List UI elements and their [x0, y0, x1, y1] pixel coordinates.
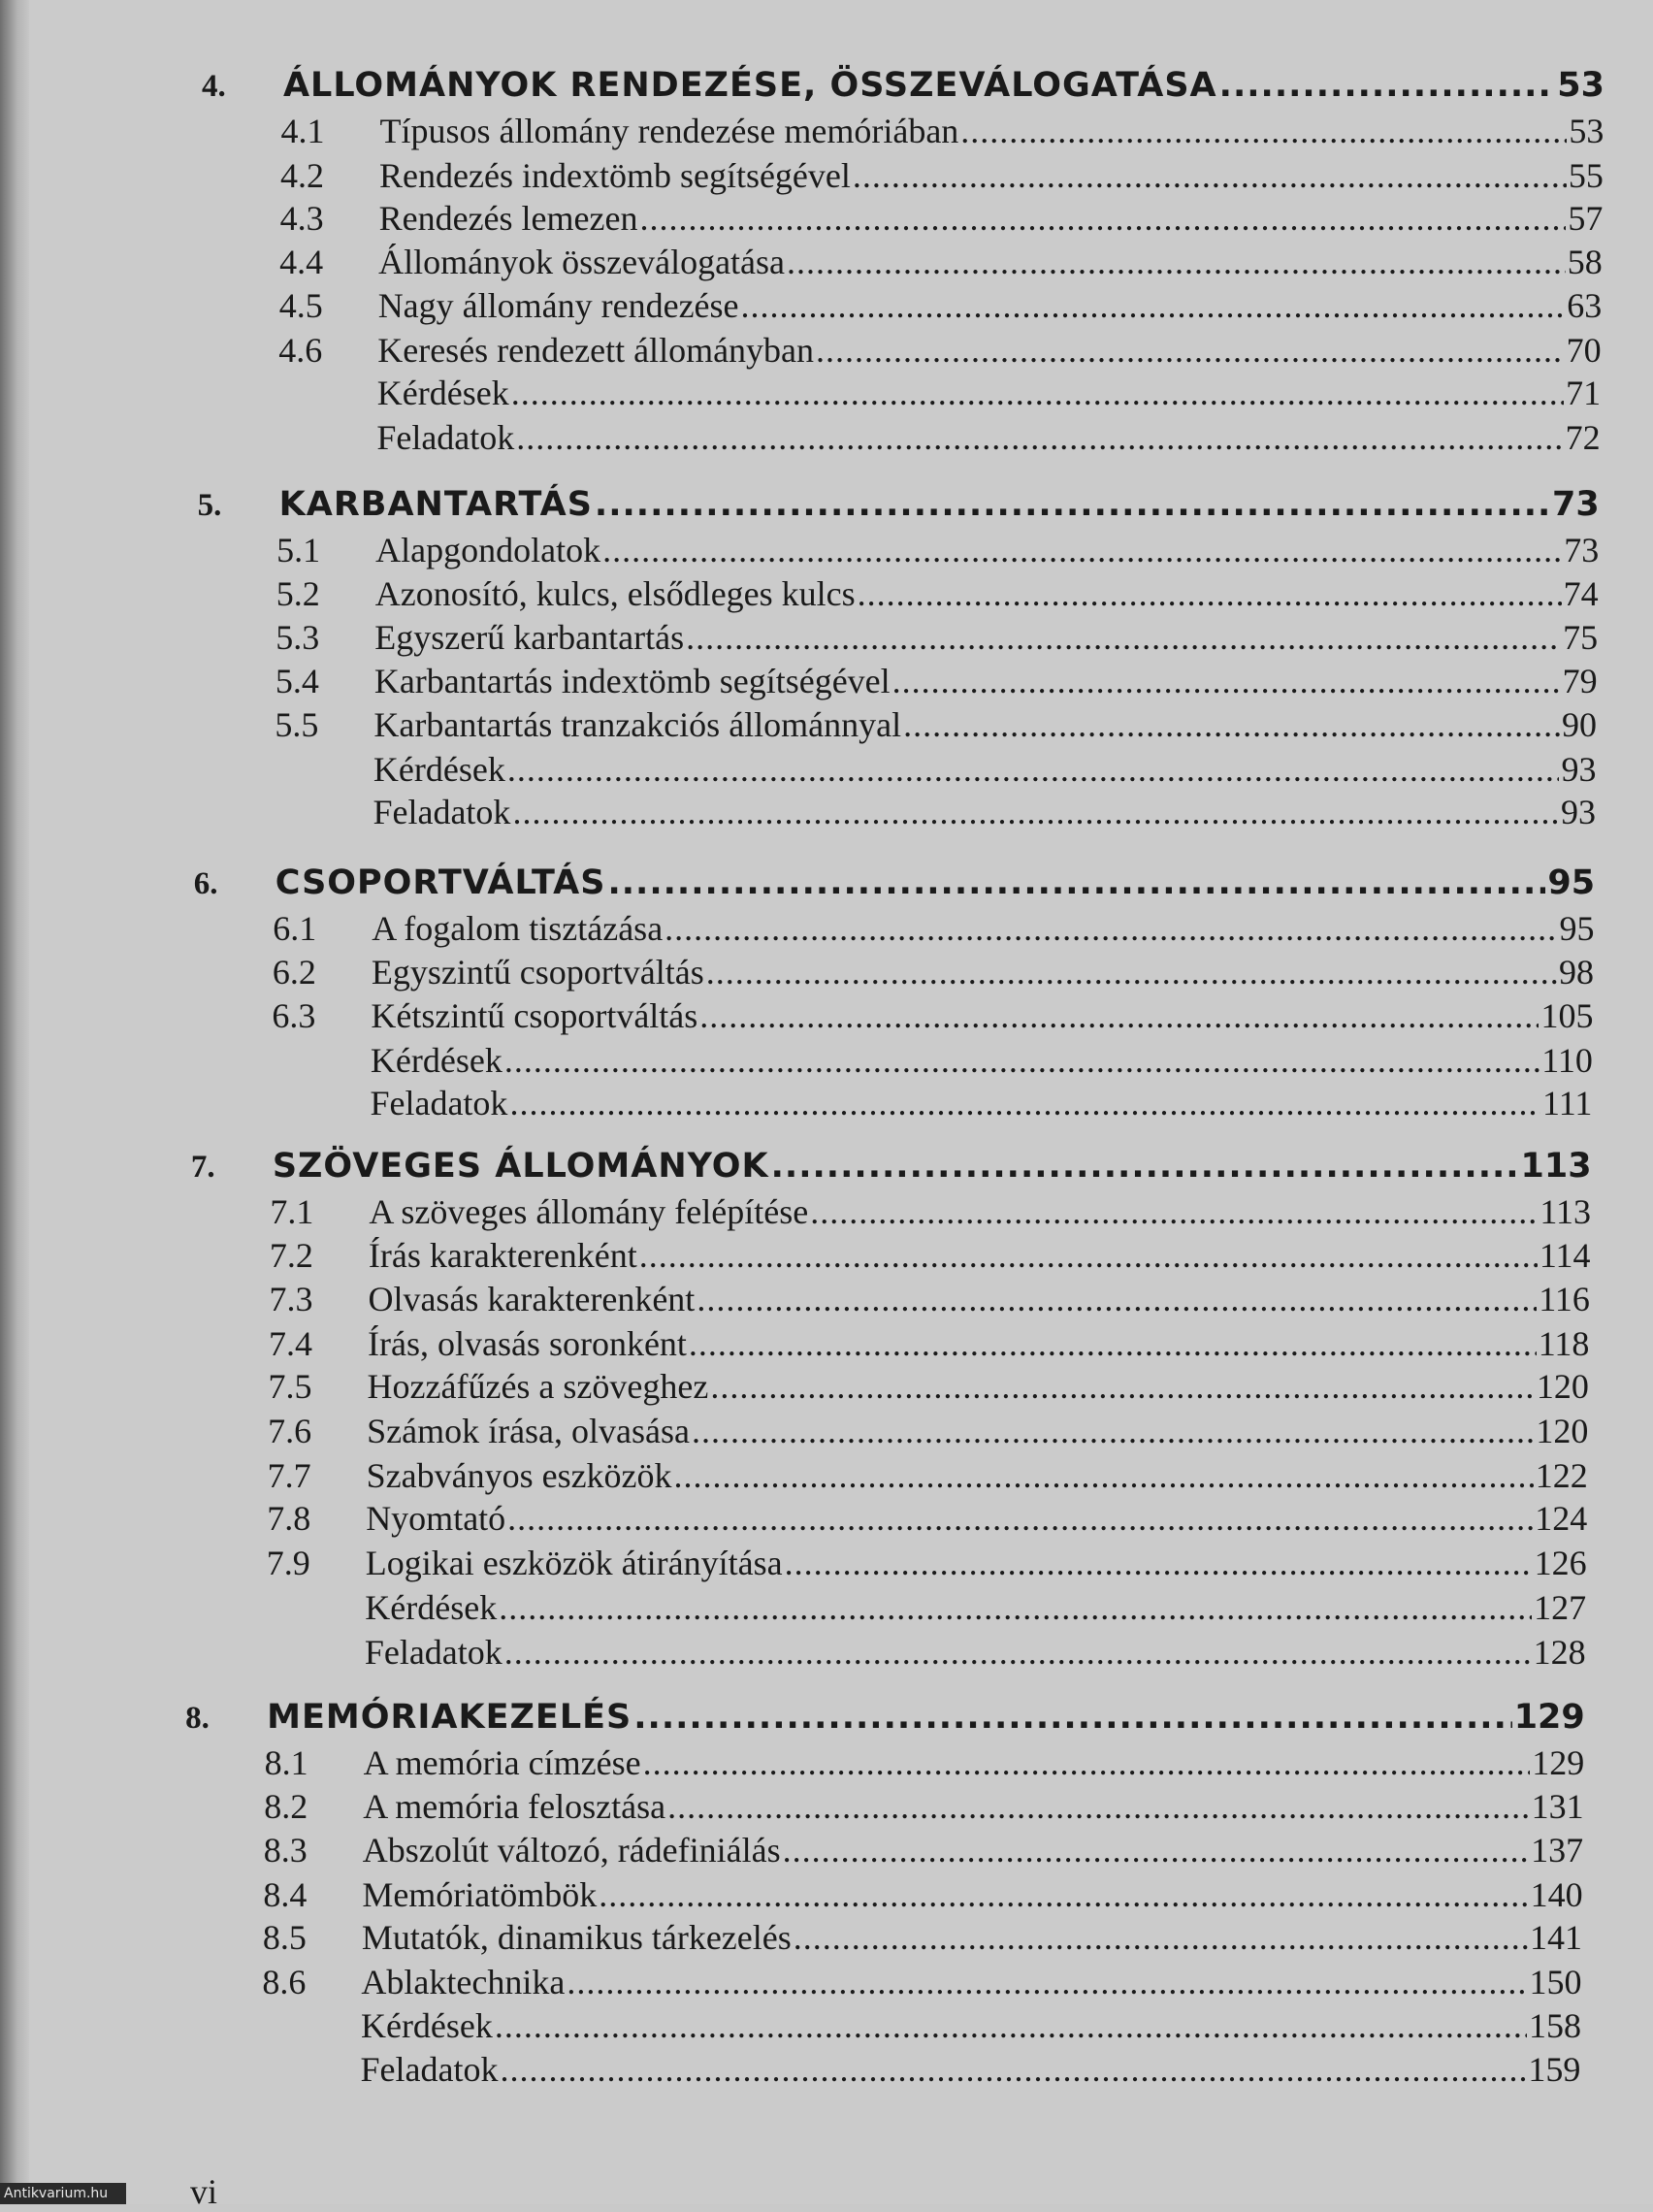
section-number: 4.2 — [280, 156, 325, 195]
section-number: 5.4 — [275, 662, 319, 700]
toc-section-row — [269, 1323, 1589, 1368]
chapter-page-number: 113 — [1520, 1147, 1592, 1186]
section-page-number: 98 — [1558, 953, 1594, 992]
dot-leader — [892, 661, 1561, 701]
dot-leader — [706, 952, 1557, 992]
dot-leader — [639, 1235, 1538, 1276]
section-number: 4.6 — [278, 331, 323, 370]
section-page-number: 127 — [1534, 1588, 1587, 1627]
section-page-number: 122 — [1535, 1456, 1588, 1495]
section-title: A szöveges állomány felépítése — [369, 1192, 809, 1231]
section-title: Azonosító, kulcs, elsődleges kulcs — [374, 574, 856, 613]
section-page-number: 55 — [1568, 156, 1604, 195]
section-number: 5.2 — [276, 574, 320, 613]
section-page-number: 70 — [1566, 331, 1602, 370]
toc-section-row — [276, 661, 1598, 705]
dot-leader — [810, 1191, 1538, 1232]
dot-leader — [599, 1874, 1528, 1915]
dot-leader — [816, 330, 1565, 371]
toc-section-row — [275, 704, 1597, 749]
section-page-number: 120 — [1536, 1367, 1589, 1406]
toc-section-row — [268, 1411, 1588, 1455]
section-page-number: 57 — [1568, 199, 1604, 238]
section-number: 7.4 — [269, 1324, 312, 1363]
toc-chapter-row — [194, 863, 1595, 908]
toc-section-row — [267, 1543, 1587, 1587]
page-number-footer: vi — [190, 2172, 218, 2211]
section-page-number: 140 — [1530, 1875, 1583, 1914]
dot-leader — [787, 242, 1566, 282]
dot-leader — [511, 373, 1564, 413]
dot-leader — [689, 1323, 1537, 1364]
section-page-number: 120 — [1536, 1412, 1589, 1450]
toc-extra-row — [271, 1083, 1592, 1127]
toc-section-row — [276, 573, 1599, 618]
section-title: A fogalom tisztázása — [372, 909, 664, 948]
section-number: 6.1 — [273, 909, 317, 948]
toc-section-row — [265, 1742, 1585, 1787]
section-title: Egyszerű karbantartás — [374, 618, 685, 657]
toc-section-row — [280, 155, 1604, 200]
dot-leader — [785, 1543, 1533, 1583]
section-page-number: 129 — [1532, 1743, 1585, 1782]
chapter-page-number: 95 — [1547, 863, 1596, 902]
section-title: Kérdések — [376, 374, 509, 412]
section-title: Feladatok — [364, 1633, 502, 1672]
toc-extra-row — [275, 749, 1597, 794]
section-title: Olvasás karakterenként — [368, 1280, 696, 1318]
section-title: Karbantartás tranzakciós állománnyal — [373, 705, 902, 744]
dot-leader — [667, 1786, 1530, 1827]
chapter-title: MEMÓRIAKEZELÉS — [267, 1698, 632, 1737]
section-page-number: 114 — [1539, 1236, 1591, 1275]
dot-leader — [903, 704, 1560, 745]
dot-leader — [1219, 66, 1556, 105]
section-title: Abszolút változó, rádefiniálás — [362, 1831, 781, 1870]
section-page-number: 126 — [1534, 1544, 1587, 1582]
chapter-number: 6. — [193, 866, 218, 901]
section-page-number: 63 — [1567, 286, 1603, 325]
section-number: 8.3 — [263, 1831, 308, 1870]
section-page-number: 150 — [1529, 1963, 1582, 2001]
section-title: Rendezés indextömb segítségével — [379, 156, 851, 195]
toc-section-row — [279, 285, 1603, 330]
toc-section-row — [272, 995, 1593, 1040]
dot-leader — [643, 1742, 1531, 1783]
section-title: Egyszintű csoportváltás — [371, 953, 704, 992]
section-number: 5.3 — [276, 618, 320, 657]
section-title: Nagy állomány rendezése — [377, 286, 739, 325]
dot-leader — [509, 1083, 1540, 1123]
watermark: Antikvarium.hu — [0, 2183, 126, 2204]
section-title: Rendezés lemezen — [378, 199, 638, 238]
section-number: 6.2 — [272, 953, 316, 992]
section-page-number: 58 — [1567, 243, 1603, 281]
section-title: A memória címzése — [363, 1743, 641, 1782]
chapter-title: CSOPORTVÁLTÁS — [275, 863, 606, 902]
chapter-number: 4. — [201, 69, 226, 104]
section-title: Karbantartás indextömb segítségével — [373, 662, 891, 700]
toc-section-row — [278, 330, 1601, 374]
dot-leader — [602, 530, 1562, 570]
section-number: 7.7 — [267, 1456, 311, 1495]
section-number: 7.3 — [269, 1280, 313, 1318]
section-title: Kétszintű csoportváltás — [371, 996, 698, 1035]
dot-leader — [686, 617, 1561, 658]
section-title: Hozzáfűzés a szöveghez — [367, 1367, 709, 1406]
toc-section-row — [262, 1962, 1581, 2006]
dot-leader — [697, 1279, 1537, 1319]
toc-section-row — [270, 1235, 1591, 1280]
toc-extra-row — [266, 1632, 1586, 1676]
toc-chapter-row — [198, 485, 1600, 530]
dot-leader — [607, 863, 1545, 902]
section-title: Feladatok — [376, 418, 515, 457]
chapter-title: ÁLLOMÁNYOK RENDEZÉSE, ÖSSZEVÁLOGATÁSA — [282, 66, 1217, 105]
chapter-title: SZÖVEGES ÁLLOMÁNYOK — [272, 1147, 769, 1186]
section-number: 5.5 — [275, 705, 319, 744]
section-title: Kérdések — [370, 1041, 502, 1080]
section-title: Kérdések — [360, 2006, 493, 2045]
dot-leader — [741, 285, 1566, 326]
dot-leader — [639, 198, 1566, 239]
dot-leader — [960, 111, 1567, 151]
section-page-number: 159 — [1528, 2050, 1581, 2089]
dot-leader — [699, 995, 1539, 1036]
section-page-number: 124 — [1535, 1499, 1588, 1538]
dot-leader — [595, 485, 1550, 524]
toc-chapter-row — [191, 1147, 1592, 1191]
section-number: 7.2 — [269, 1236, 313, 1275]
toc-section-row — [276, 530, 1599, 574]
toc-section-row — [273, 952, 1594, 996]
section-page-number: 110 — [1541, 1041, 1593, 1080]
dot-leader — [794, 1917, 1528, 1958]
chapter-number: 7. — [190, 1150, 215, 1185]
section-title: Kérdések — [365, 1588, 498, 1627]
toc-section-row — [264, 1786, 1583, 1831]
section-title: Kérdések — [373, 750, 505, 789]
section-title: Számok írása, olvasása — [367, 1412, 690, 1450]
section-title: Logikai eszközök átirányítása — [365, 1544, 783, 1582]
section-page-number: 93 — [1560, 793, 1596, 831]
section-page-number: 116 — [1539, 1280, 1590, 1318]
toc-section-row — [279, 242, 1603, 286]
section-page-number: 53 — [1569, 112, 1604, 150]
section-number: 8.6 — [262, 1963, 307, 2001]
dot-leader — [858, 573, 1562, 614]
dot-leader — [507, 749, 1560, 790]
section-page-number: 111 — [1542, 1084, 1593, 1122]
section-number: 4.3 — [279, 199, 324, 238]
section-number: 4.5 — [278, 286, 323, 325]
section-title: Feladatok — [360, 2050, 499, 2089]
toc-section-row — [269, 1366, 1589, 1411]
section-number: 7.6 — [268, 1412, 312, 1450]
dot-leader — [771, 1147, 1519, 1186]
toc-section-row — [264, 1830, 1583, 1874]
dot-leader — [507, 1498, 1533, 1539]
section-page-number: 75 — [1563, 618, 1599, 657]
dot-leader — [504, 1040, 1540, 1081]
section-title: Keresés rendezett állományban — [377, 331, 815, 370]
section-title: Ablaktechnika — [361, 1963, 566, 2001]
toc-extra-row — [278, 373, 1601, 417]
toc-extra-row — [266, 1587, 1586, 1632]
toc-chapter-row — [202, 66, 1604, 111]
section-page-number: 158 — [1528, 2006, 1581, 2045]
section-title: Feladatok — [370, 1084, 508, 1122]
section-number: 6.3 — [272, 996, 316, 1035]
dot-leader — [664, 908, 1557, 949]
section-title: Típusos állomány rendezése memóriában — [379, 112, 959, 150]
chapter-title: KARBANTARTÁS — [278, 485, 593, 524]
dot-leader — [504, 1632, 1532, 1673]
section-number: 7.5 — [268, 1367, 312, 1406]
chapter-number: 5. — [197, 488, 222, 523]
dot-leader — [633, 1698, 1511, 1737]
section-number: 7.9 — [266, 1544, 310, 1582]
dot-leader — [710, 1366, 1535, 1407]
dot-leader — [499, 1587, 1532, 1628]
toc-chapter-row — [185, 1698, 1585, 1742]
section-number: 8.4 — [263, 1875, 308, 1914]
section-title: Memóriatömbök — [362, 1875, 598, 1914]
section-number: 4.4 — [279, 243, 324, 281]
toc-section-row — [270, 1191, 1591, 1236]
dot-leader — [516, 417, 1563, 458]
section-title: Nyomtató — [366, 1499, 506, 1538]
section-title: Írás, olvasás soronként — [368, 1324, 687, 1363]
section-number: 7.8 — [267, 1499, 311, 1538]
toc-extra-row — [277, 417, 1600, 462]
section-page-number: 90 — [1562, 705, 1598, 744]
dot-leader — [692, 1411, 1534, 1451]
dot-leader — [674, 1455, 1534, 1496]
section-title: A memória felosztása — [363, 1787, 666, 1826]
dot-leader — [500, 2049, 1526, 2090]
section-page-number: 131 — [1531, 1787, 1584, 1826]
dot-leader — [512, 792, 1559, 832]
toc-section-row — [268, 1455, 1588, 1500]
section-number: 8.1 — [264, 1743, 308, 1782]
chapter-number: 8. — [185, 1701, 210, 1736]
toc-section-row — [267, 1498, 1587, 1543]
section-title: Szabványos eszközök — [366, 1456, 672, 1495]
section-page-number: 141 — [1530, 1918, 1583, 1957]
toc-extra-row — [274, 792, 1595, 836]
section-page-number: 113 — [1540, 1192, 1592, 1231]
toc-section-row — [263, 1917, 1582, 1962]
section-number: 4.1 — [280, 112, 325, 150]
toc-extra-row — [262, 2049, 1581, 2094]
chapter-page-number: 129 — [1513, 1698, 1585, 1737]
chapter-page-number: 73 — [1552, 485, 1600, 524]
dot-leader — [495, 2005, 1527, 2046]
section-title: Írás karakterenként — [368, 1236, 637, 1275]
toc-section-row — [280, 198, 1604, 243]
section-title: Mutatók, dinamikus tárkezelés — [361, 1918, 792, 1957]
section-page-number: 105 — [1540, 996, 1594, 1035]
section-title: Alapgondolatok — [375, 531, 601, 569]
toc-section-row — [281, 111, 1604, 155]
toc-extra-row — [262, 2005, 1581, 2050]
section-page-number: 71 — [1566, 374, 1602, 412]
section-number: 7.1 — [270, 1192, 314, 1231]
section-page-number: 74 — [1563, 574, 1599, 613]
chapter-page-number: 53 — [1557, 66, 1604, 105]
section-number: 5.1 — [276, 531, 321, 569]
toc-section-row — [263, 1874, 1582, 1919]
section-page-number: 128 — [1533, 1633, 1586, 1672]
section-page-number: 73 — [1564, 531, 1600, 569]
section-number: 8.2 — [264, 1787, 308, 1826]
toc-section-row — [276, 617, 1598, 662]
section-page-number: 137 — [1531, 1831, 1584, 1870]
section-number: 8.5 — [262, 1918, 307, 1957]
dot-leader — [783, 1830, 1529, 1870]
section-page-number: 95 — [1559, 909, 1595, 948]
dot-leader — [567, 1962, 1527, 2002]
section-page-number: 72 — [1565, 418, 1601, 457]
section-page-number: 118 — [1538, 1324, 1590, 1363]
dot-leader — [853, 155, 1567, 196]
toc-section-row — [269, 1279, 1589, 1323]
section-title: Feladatok — [373, 793, 511, 831]
section-title: Állományok összeválogatása — [378, 243, 786, 281]
section-page-number: 79 — [1562, 662, 1598, 700]
section-page-number: 93 — [1561, 750, 1597, 789]
toc-section-row — [273, 908, 1594, 953]
toc-extra-row — [272, 1040, 1593, 1085]
